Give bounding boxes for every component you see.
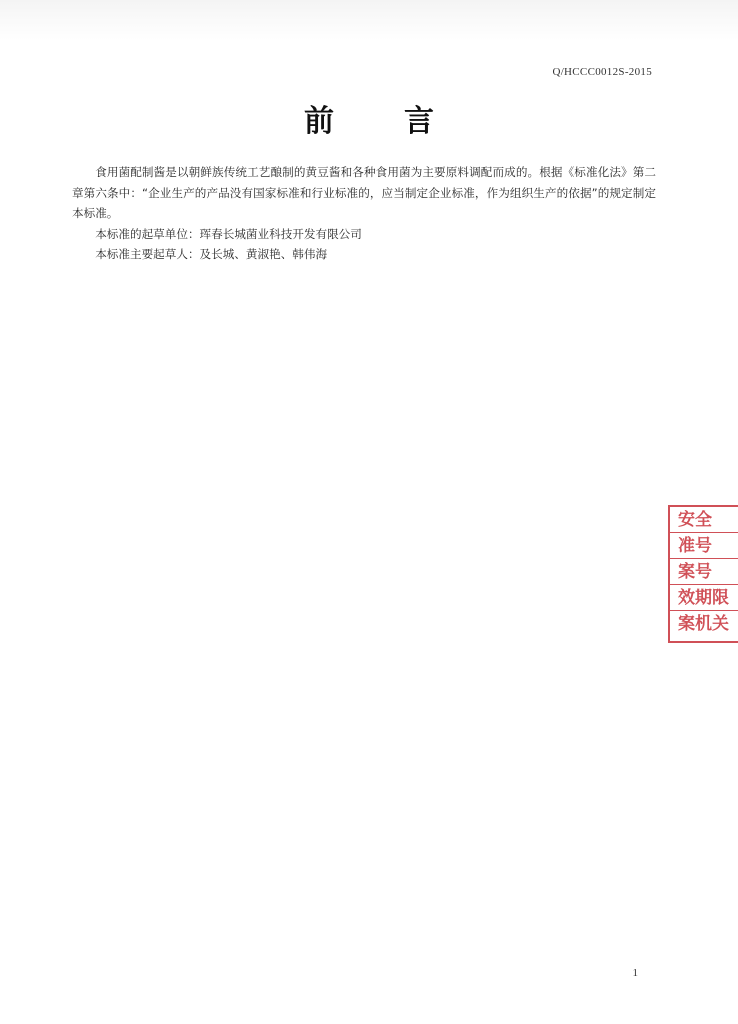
foreword-paragraph-1: 食用菌配制酱是以朝鲜族传统工艺酿制的黄豆酱和各种食用菌为主要原料调配而成的。根据《标准化法》第二章第六条中：“企业生产的产品没有国家标准和行业标准的，应当制定企业标准，作为组织生产的依据”的规定制定本标准。 [72, 165, 656, 220]
foreword-body [72, 162, 656, 265]
stamp-frame [668, 505, 738, 643]
scan-shadow [0, 0, 738, 40]
standard-code: Q/HCCC0012S-2015 [552, 66, 652, 78]
drafting-unit: 本标准的起草单位：珲春长城菌业科技开发有限公司 [95, 226, 362, 241]
page-number: 1 [632, 967, 638, 979]
main-drafters: 本标准主要起草人：及长城、黄淑艳、韩伟海 [95, 247, 328, 261]
page-title [0, 96, 738, 140]
stamp-line-2: 准号 [670, 533, 738, 559]
stamp-line-1: 安全 [670, 507, 738, 533]
title-char-2: 言 [404, 104, 434, 139]
stamp-line-5: 案机关 [678, 614, 729, 634]
stamp-line-3: 案号 [670, 559, 738, 585]
red-stamp [668, 505, 738, 643]
title-char-1: 前 [304, 104, 334, 139]
stamp-line-4: 效期限 [670, 585, 738, 611]
